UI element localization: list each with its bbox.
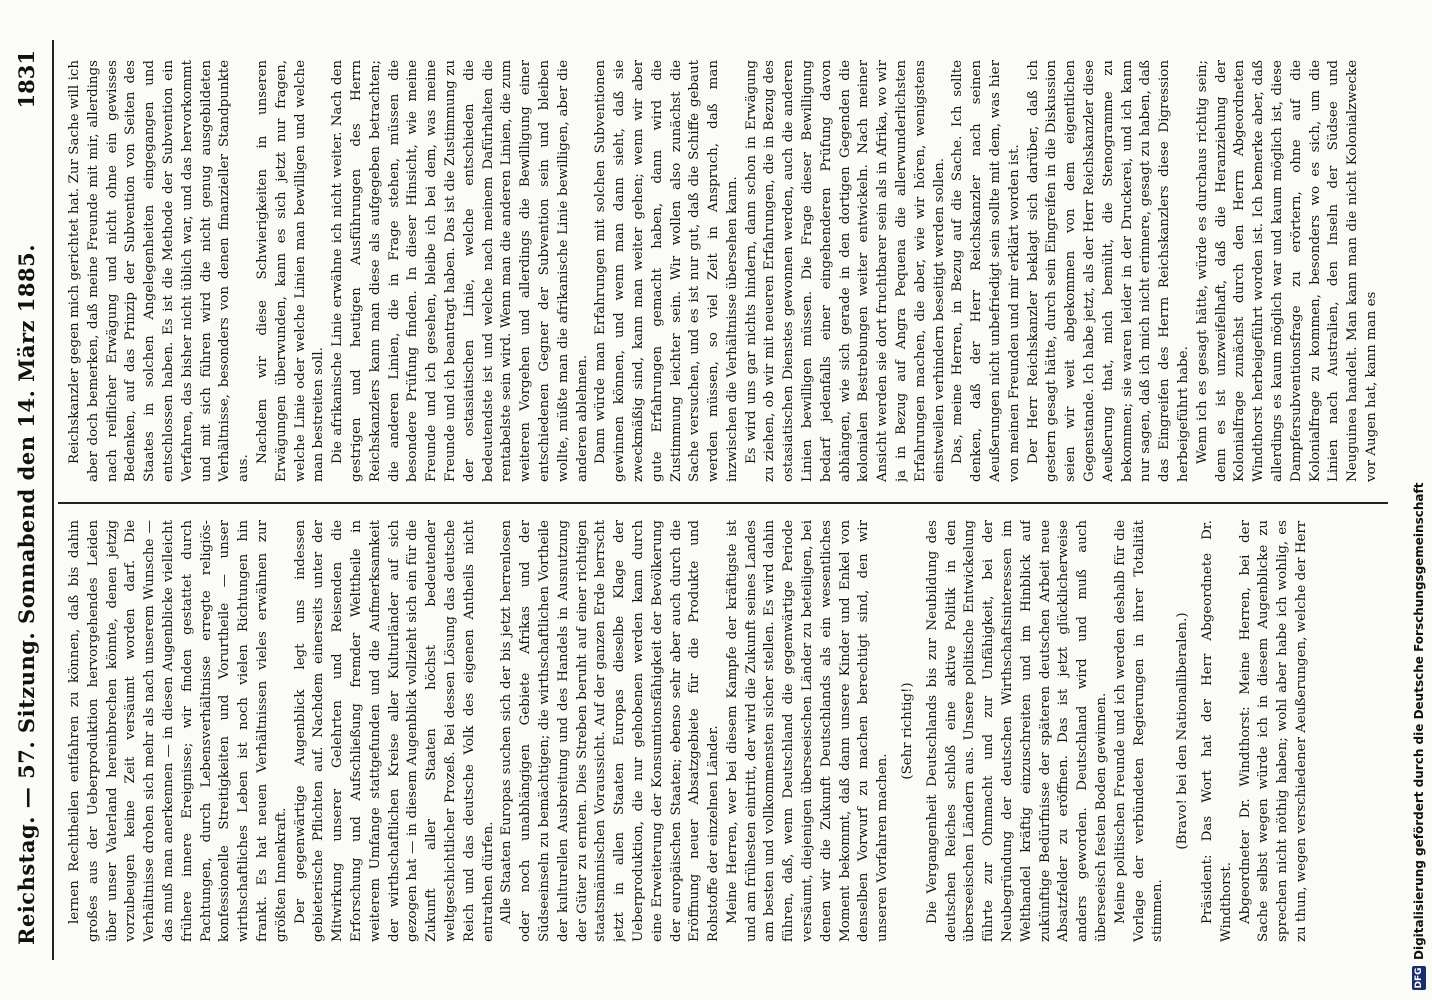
interjection: (Sehr richtig!) (900, 682, 916, 780)
page-footer (1410, 0, 1432, 1000)
paragraph: Der gegenwärtige Augenblick legt uns indessen gebieterische Pflichten auf. Nachdem einerseits unter der Mitwirkung unserer Gelehrten und Reisenden die Erforschung und Aufschließung fremder Welttheile in weiterem Umfange stattgefunden und die Aufmerksamkeit der wirthschaftlichen Kreise aller Kulturländer auf sich gezogen hat — in diesem Augenblick vollzieht sich ein für die Zukunft aller Staaten höchst bedeutender weltgeschichtlicher Prozeß. Bei dessen Lösung das deutsche Reich und das deutsche Volk des eigenen Antheils nicht entrathen dürfen. (292, 520, 496, 942)
paragraph: Die Vergangenheit Deutschlands bis zur Neubildung des deutschen Reiches schloß eine aktive Politik in den überseeischen Ländern aus. Unsere politische Entwickelung führte zur Ohnmacht und zur Unfähigkeit, bei der Neubegründung der deutschen Wirthschaftsinteressen im Welthandel kräftig einzuschreiten und im Hinblick auf zukünftige Bedürfnisse der späteren deutschen Arbeit neue Absatzfelder zu eröffnen. Das ist jetzt glücklicherweise anders geworden. Deutschland wird und muß auch überseeisch festen Boden gewinnen. (924, 520, 1110, 942)
paragraph: lernen Rechtheilen entfahren zu können, daß bis dahin großes aus der Ueberproduktion hervorgehendes Leiden über unser Vaterland hereinbrechen könnte, denen jetzig vorzubeugen keine Zeit versäumt worden darf. Die Verhältnisse drohen sich mehr als nach unserem Wunsche — das muß man anerkennen — in diesen Augenblicke vielleicht frühere innere Ereignisse; wir finden gestattet durch Pachtungen, durch Lebensverhältnisse erregte religiös-konfessionelle Streitigkeiten und Vorurtheile — unser wirthschaftliches Leben ist noch vielen Richtungen hin frankt. Es hat neuen Verhältnissen vieles erwähnen zur größten Innenkraft. (67, 520, 289, 942)
page-header (14, 50, 48, 945)
text-column-left (66, 520, 1396, 942)
text-column-right (66, 60, 1396, 482)
paragraph: Reichskanzler gegen mich gerichtet hat. Zur Sache will ich aber doch bemerken, daß meine Freunde mit mir, allerdings nach reiflicher Erwägung und nicht ohne ein gewisses Bedenken, auf das Prinzip der Subvention von Seiten des Staates in solchen Angelegenheiten eingegangen und entschlossen haben. Es ist die Methode der Subvention ein Verfahren, das bisher nicht üblich war, und das hervorkommt und mit sich führen wird die nicht genug ausgebildeten Verhältnisse, besonders von denen finanzieller Standpunkte aus. (67, 60, 252, 482)
paragraph: Meine Herren, wer bei diesem Kampfe der kräftigste ist und am frühesten eintritt, der wird die Zukunft seines Landes am besten und vollkommensten sicher stellen. Es wird dahin führen, daß, wenn Deutschland die gegenwärtige Periode versäumt, diejenigen überseeischen Länder zu beteiligen, bei denen wir die Zukunft Deutschlands als ein wesentliches Moment bekommt, daß dann unsere Kinder und Enkel von denselben Vorwurf zu machen berechtigt sind, den wir unseren Vorfahren machen. (724, 520, 891, 942)
paragraph: Der Herr Reichskanzler beklagt sich darüber, daß ich gestern gesagt hätte, durch sein Eingreifen in die Diskussion seien wir weit abgekommen von dem eigentlichen Gegenstande. Ich habe jetzt, als der Herr Reichskanzler diese Aeußerung that, mich bemüht, die Stenogramme zu bekommen; sie waren leider in der Druckerei, und ich kann nur sagen, daß ich mich nicht erinnere, gesagt zu haben, daß das Eingreifen des Herrn Reichskanzlers diese Digression herbeigeführt habe. (1025, 60, 1192, 482)
paragraph: Es wird uns gar nichts hindern, dann schon in Erwägung zu ziehen, ob wir mit neueren Erfahrungen, die in Bezug des ostasiatischen Dienstes gewonnen werden, auch die anderen Linien bewilligen müssen. Die Frage dieser Bewilligung bedarf jedenfalls einer eingehenderen Prüfung davon abhängen, wie sich gerade in den dortigen Gegenden die kolonialen Bestrebungen weiter entwickeln. Nach meiner Ansicht werden sie dort fruchtbarer sein als in Afrika, wo wir ja in Bezug auf Angra Pequena die allerwunderlichsten Erfahrungen machen, die aber, wie wir hören, wenigstens einstweilen verhindern beseitigt werden sollen. (743, 60, 947, 482)
paragraph: Abgeordneter Dr. Windthorst: Meine Herren, bei der Sache selbst wegen würde ich in diesem Augenblicke zu sprechen nicht nöthig haben; wohl aber habe ich wohlig, es zu thun, wegen verschiedener Aeußerungen, welche der Herr (1237, 520, 1309, 942)
page-number: 1831 (14, 50, 39, 109)
running-title: Reichstag. — 57. Sitzung. Sonnabend den 14. März 1885. (14, 243, 39, 945)
header-rule (52, 40, 54, 960)
paragraph: Alle Staaten Europas suchen sich der bis jetzt herrenlosen oder noch unabhängigen Gebiete Afrikas und der Südseeinseln zu bemächtigen; die wirthschaftlichen Vortheile der kulturellen Ausbreitung und des Handels in Ausnutzung der Güter zu ernten. Dies Streben beruht auf einer richtigen staatsmännischen Voraussicht. Auf der ganzen Erde herrscht jetzt in allen Staaten Europas dieselbe Klage der Ueberproduktion, die nur gehobenen werden kann durch eine Erweiterung der Konsumtionsfähigkeit der Bevölkerung der europäischen Staaten; ebenso sehr aber auch durch die Eröffnung neuer Absatzgebiete für die Produkte und Rohstoffe der einzelnen Länder. (499, 520, 722, 942)
interjection: (Bravo! bei den Nationalliberalen.) (1175, 612, 1191, 850)
column-divider (58, 502, 1388, 504)
paragraph: Dann würde man Erfahrungen mit solchen Subventionen gewinnen können, und wenn man dann sieht, daß sie zweckmäßig sind, kann man weiter gehen; wenn wir aber gute Erfahrungen gemacht haben, dann wird die Zustimmung leichter sein. Wir wollen also zunächst die Sache versuchen, und es ist nur gut, daß die Schiffe gebaut werden müssen, so viel Zeit in Anspruch, daß man inzwischen die Verhältnisse übersehen kann. (593, 60, 740, 482)
paragraph: Nachdem wir diese Schwierigkeiten in unseren Erwägungen überwunden, kann es sich jetzt nur fragen, welche Linie oder welche Linien man bewilligen und welche man bestreiten soll. (254, 60, 327, 482)
funding-credit: Digitalisierung gefördert durch die Deutsche Forschungsgemeinschaft (1412, 482, 1426, 960)
paragraph: Meine politischen Freunde und ich werden deshalb für die Vorlage der verbündeten Regierungen in ihrer Totalität stimmen. (1112, 520, 1166, 942)
dfg-logo-icon: DFG (1414, 967, 1424, 989)
paragraph: Wenn ich es gesagt hätte, würde es durchaus richtig sein; denn es ist unzweifelhaft, daß die Heranziehung der Kolonialfrage zunächst durch den Herrn Abgeordneten Windthorst herbeigeführt worden ist. Ich bemerke aber, daß allerdings es kaum möglich war und kaum möglich ist, diese Dampfersubventionsfrage zu erörtern, ohne auf die Kolonialfrage zu kommen, besonders wo es sich, um die Linien nach Australien, den Inseln der Südsee und Neuguinea handelt. Man kann man die nicht Kolonialzwecke vor Augen hat, kann man es (1194, 60, 1379, 482)
paragraph: Präsident: Das Wort hat der Herr Abgeordnete Dr. Windthorst. (1200, 520, 1234, 942)
paragraph: Die afrikanische Linie erwähne ich nicht weiter. Nach den gestrigen und heutigen Ausführungen des Herrn Reichskanzlers kann man diese als aufgegeben betrachten; die anderen Linien, die in Frage stehen, müssen die besondere Prüfung finden. In dieser Hinsicht, wie meine Freunde und ich gesehen, bleibe ich bei dem, was meine Freunde und ich beantragt haben. Das ist die Zustimmung zu der ostasiatischen Linie, welche entschieden die bedeutendste ist und welche nach meinem Dafürhalten die rentabelste sein wird. Wenn man die anderen Linien, die zum weiteren Vorgehen und allerdings die Bewilligung einer entschiedenen Gegner der Subvention sein und bleiben wollte, müßte man die afrikanische Linie bewilligen, aber die anderen ablehnen. (330, 60, 590, 482)
paragraph: Das, meine Herren, in Bezug auf die Sache. Ich sollte denken, daß der Herr Reichskanzler nach seinen Aeußerungen nicht unbefriedigt sein sollte mit dem, was hier von meinen Freunden und mir erklärt worden ist. (950, 60, 1022, 482)
